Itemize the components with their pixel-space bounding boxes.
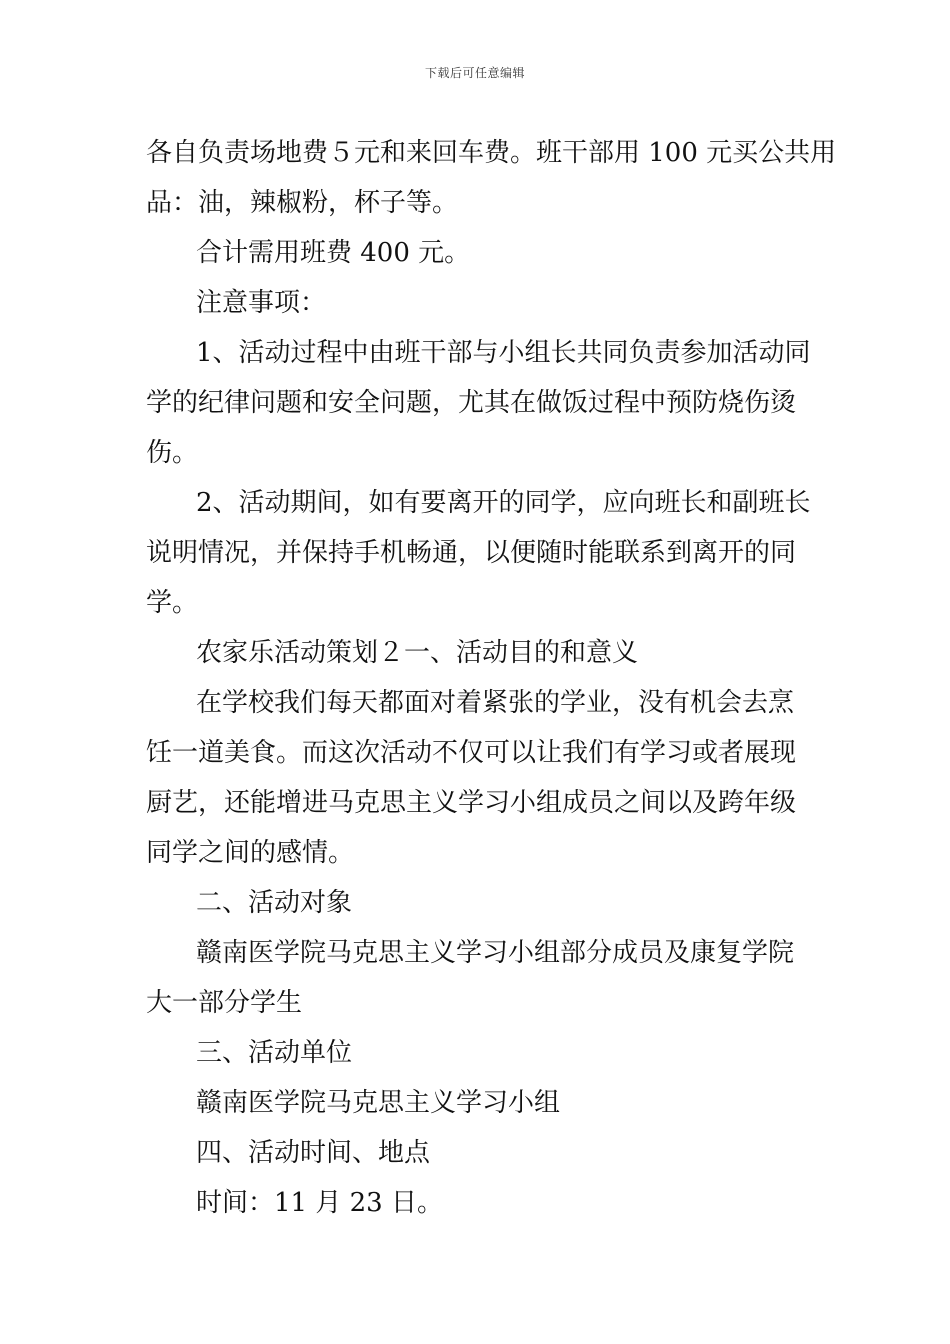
paragraph-line: 各自负责场地费５元和来回车费。班干部用 100 元买公共用 bbox=[146, 138, 837, 168]
paragraph-line: 大一部分学生 bbox=[146, 988, 303, 1018]
paragraph-line: 说明情况，并保持手机畅通，以便随时能联系到离开的同 bbox=[146, 538, 797, 568]
paragraph-line: 伤。 bbox=[146, 438, 199, 468]
paragraph-line: 学的纪律问题和安全问题，尤其在做饭过程中预防烧伤烫 bbox=[146, 388, 797, 418]
paragraph-line: 饪一道美食。而这次活动不仅可以让我们有学习或者展现 bbox=[146, 738, 797, 768]
paragraph-line: 在学校我们每天都面对着紧张的学业，没有机会去烹 bbox=[196, 688, 795, 718]
section-heading: 二、活动对象 bbox=[196, 888, 353, 918]
paragraph-line: 品：油，辣椒粉，杯子等。 bbox=[146, 188, 459, 218]
paragraph-line: 厨艺，还能增进马克思主义学习小组成员之间以及跨年级 bbox=[146, 788, 797, 818]
paragraph-line: 同学之间的感情。 bbox=[146, 838, 355, 868]
paragraph-line: 赣南医学院马克思主义学习小组 bbox=[196, 1088, 561, 1118]
paragraph-line: 1、活动过程中由班干部与小组长共同负责参加活动同 bbox=[196, 338, 811, 368]
paragraph-line: 学。 bbox=[146, 588, 199, 618]
paragraph-line: 2、活动期间，如有要离开的同学，应向班长和副班长 bbox=[196, 488, 811, 518]
paragraph-line: 时间：11 月 23 日。 bbox=[196, 1188, 443, 1218]
document-body bbox=[146, 128, 837, 1228]
section-heading: 农家乐活动策划２一、活动目的和意义 bbox=[196, 638, 639, 668]
section-heading: 三、活动单位 bbox=[196, 1038, 353, 1068]
paragraph-line: 赣南医学院马克思主义学习小组部分成员及康复学院 bbox=[196, 938, 795, 968]
page-header: 下载后可任意编辑 bbox=[424, 66, 525, 80]
section-heading: 四、活动时间、地点 bbox=[196, 1138, 431, 1168]
section-heading: 注意事项： bbox=[196, 288, 327, 318]
paragraph-line: 合计需用班费 400 元。 bbox=[196, 238, 471, 268]
